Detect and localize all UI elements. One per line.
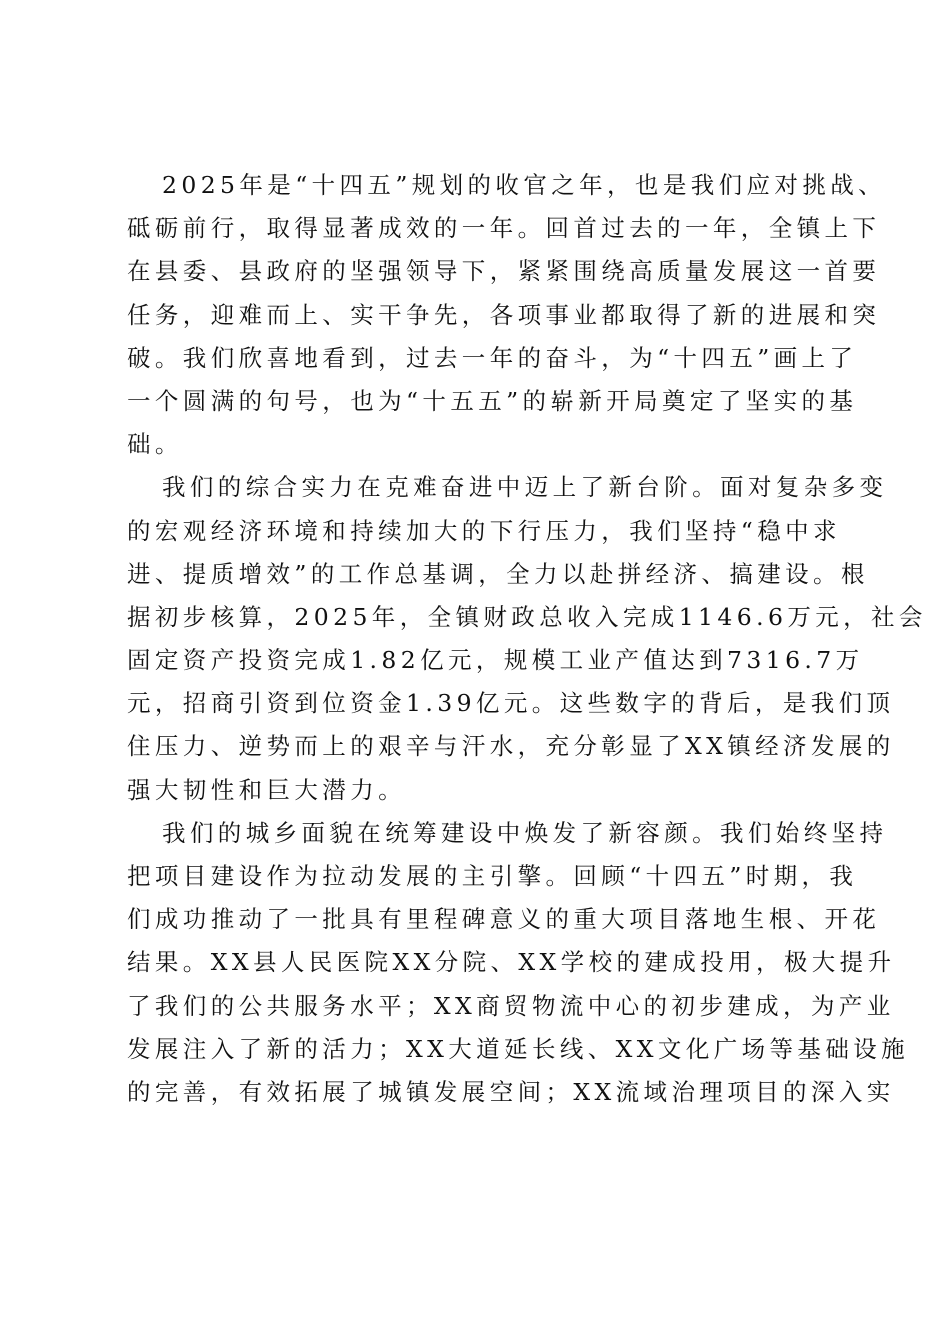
text-line: 砥砺前行，取得显著成效的一年。回首过去的一年，全镇上下 xyxy=(127,214,881,243)
text-line: 据初步核算，2025年，全镇财政总收入完成1146.6万元，社会 xyxy=(127,602,927,631)
text-line: 我们的综合实力在克难奋进中迈上了新台阶。面对复杂多变 xyxy=(162,473,888,502)
text-line: 住压力、逆势而上的艰辛与汗水，充分彰显了XX镇经济发展的 xyxy=(127,732,895,761)
text-line: 破。我们欣喜地看到，过去一年的奋斗，为“十四五”画上了 xyxy=(127,343,858,372)
text-line: 们成功推动了一批具有里程碑意义的重大项目落地生根、开花 xyxy=(127,905,881,934)
document-body xyxy=(127,164,927,1114)
text-line: 我们的城乡面貌在统筹建设中焕发了新容颜。我们始终坚持 xyxy=(162,818,888,847)
paragraph-overview xyxy=(127,164,887,466)
text-line: 的宏观经济环境和持续加大的下行压力，我们坚持“稳中求 xyxy=(127,516,841,545)
text-line: 任务，迎难而上、实干争先，各项事业都取得了新的进展和突 xyxy=(127,300,881,329)
paragraph-economic-strength xyxy=(127,466,927,812)
text-line: 一个圆满的句号，也为“十五五”的崭新开局奠定了坚实的基 xyxy=(127,386,858,415)
paragraph-urban-rural-development xyxy=(127,812,910,1114)
text-line: 元，招商引资到位资金1.39亿元。这些数字的背后，是我们顶 xyxy=(127,689,895,718)
text-line: 础。 xyxy=(127,430,183,459)
text-line: 把项目建设作为拉动发展的主引擎。回顾“十四五”时期，我 xyxy=(127,862,858,890)
text-line: 2025年是“十四五”规划的收官之年，也是我们应对挑战、 xyxy=(162,171,887,199)
text-line: 在县委、县政府的坚强领导下，紧紧围绕高质量发展这一首要 xyxy=(127,257,881,286)
text-line: 发展注入了新的活力；XX大道延长线、XX文化广场等基础设施 xyxy=(127,1034,910,1063)
text-line: 强大韧性和巨大潜力。 xyxy=(127,775,406,804)
text-line: 进、提质增效”的工作总基调，全力以赴拼经济、搞建设。根 xyxy=(127,559,869,588)
text-line: 固定资产投资完成1.82亿元，规模工业产值达到7316.7万 xyxy=(127,646,864,675)
text-line: 了我们的公共服务水平；XX商贸物流中心的初步建成，为产业 xyxy=(127,991,895,1020)
text-line: 结果。XX县人民医院XX分院、XX学校的建成投用，极大提升 xyxy=(127,948,896,977)
text-line: 的完善，有效拓展了城镇发展空间；XX流域治理项目的深入实 xyxy=(127,1077,895,1106)
